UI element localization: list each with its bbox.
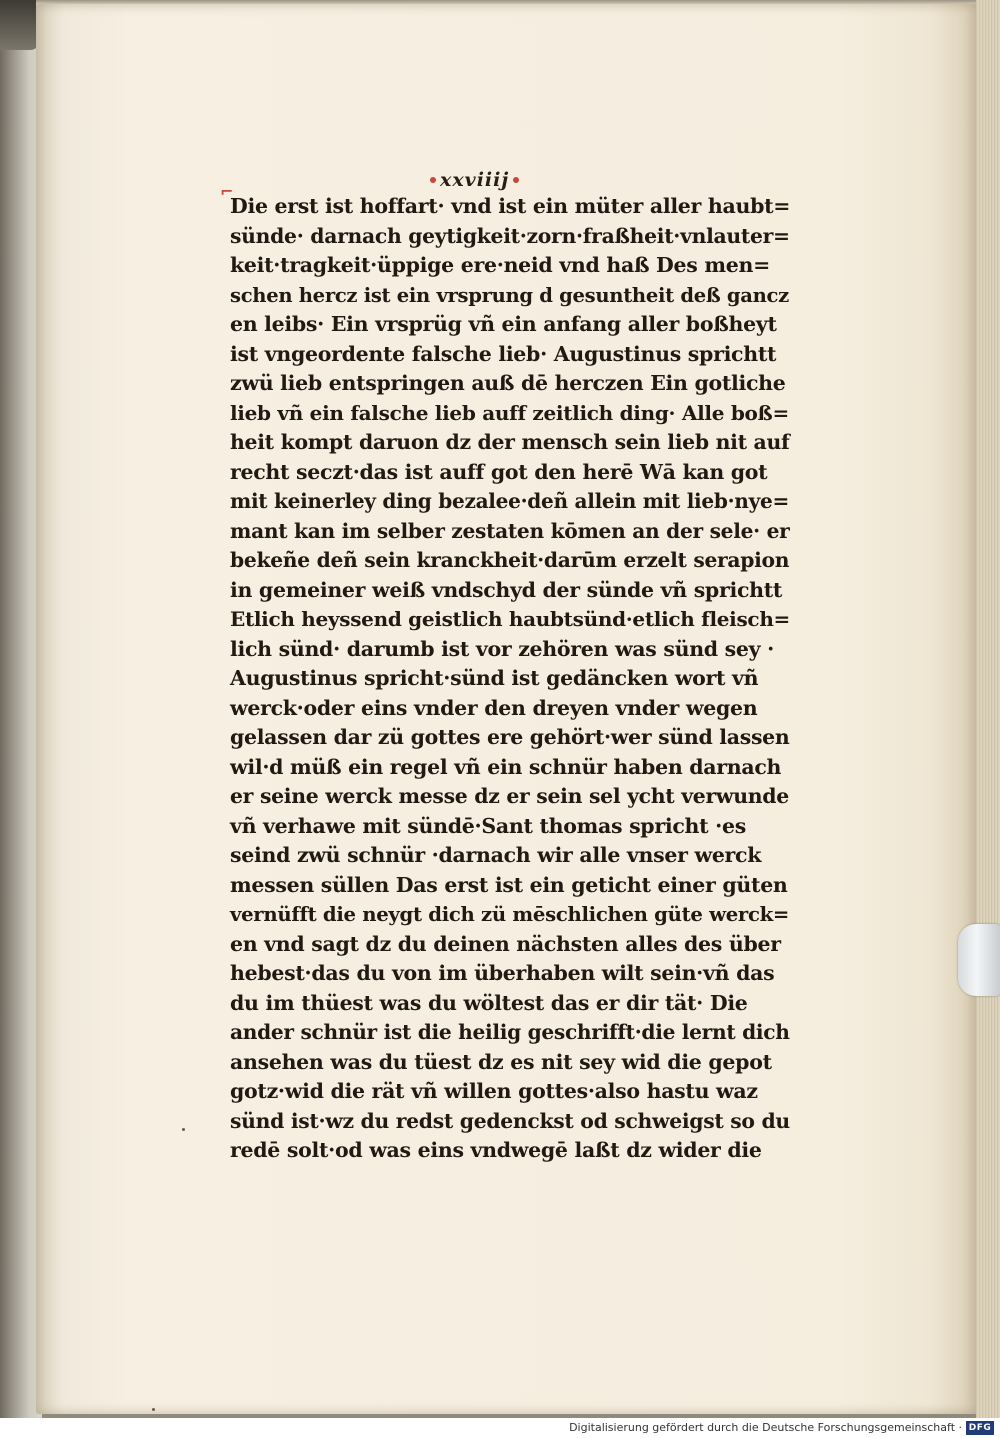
text-line: mit keinerley ding bezalee·deñ allein mit lieb·nye= [230, 489, 790, 513]
page-stack-edge [976, 0, 1000, 1418]
text-line: keit·tragkeit·üppige ere·neid vnd haß Des men= [230, 253, 770, 277]
folio-number [426, 166, 526, 194]
text-line: Augustinus spricht·sünd ist gedäncken wort vñ [230, 666, 759, 690]
text-line: en leibs· Ein vrsprüg vñ ein anfang aller boßheyt [230, 312, 777, 336]
text-line: Die erst ist hoffart· vnd ist ein müter aller haubt= [230, 194, 791, 218]
dfg-logo: DFG [966, 1421, 994, 1435]
text-line: seind zwü schnür ·darnach wir alle vnser werck [230, 843, 762, 867]
text-line: en vnd sagt dz du deinen nächsten alles des über [230, 931, 781, 956]
text-line: du im thüest was du wöltest das er dir tät· Die [230, 990, 748, 1015]
rubric-mark: ⌐ [220, 182, 234, 201]
page-clip [958, 924, 1000, 996]
text-line: vñ verhawe mit sündē·Sant thomas spricht ·es [230, 813, 746, 838]
text-line: er seine werck messe dz er sein sel ycht verwunde [230, 784, 789, 808]
paper-speck [152, 1408, 155, 1411]
text-line: ander schnür ist die heilig geschrifft·die lernt dich [230, 1020, 790, 1044]
rubric-dot [513, 177, 519, 183]
text-line: gotz·wid die rät vñ willen gottes·also hastu waz [230, 1079, 758, 1103]
text-line: zwü lieb entspringen auß dē herczen Ein gotliche [230, 371, 786, 395]
text-line: schen hercz ist ein vrsprung d gesuntheit deß gancz [230, 283, 789, 307]
text-line: lieb vñ ein falsche lieb auff zeitlich ding· Alle boß= [230, 400, 789, 425]
book-cover-corner [0, 0, 40, 50]
text-line: ansehen was du tüest dz es nit sey wid die gepot [230, 1049, 772, 1074]
rubric-dot [430, 177, 436, 183]
text-line: ist vngeordente falsche lieb· Augustinus sprichtt [230, 341, 777, 366]
funding-credit: Digitalisierung gefördert durch die Deutsche Forschungsgemeinschaft · [569, 1421, 962, 1434]
text-line: sünde· darnach geytigkeit·zorn·fraßheit·vnlauter= [230, 223, 790, 248]
text-line: heit kompt daruon dz der mensch sein lieb nit auf [230, 430, 790, 454]
text-line: Etlich heyssend geistlich haubtsünd·etlich fleisch= [230, 607, 791, 631]
text-line: messen süllen Das erst ist ein geticht einer güten [230, 872, 788, 897]
text-line: gelassen dar zü gottes ere gehört·wer sünd lassen [230, 725, 790, 749]
text-line: vernüfft die neygt dich zü mēschlichen güte werck= [230, 903, 790, 926]
text-column [230, 192, 790, 1166]
text-line: in gemeiner weiß vndschyd der sünde vñ sprichtt [230, 577, 783, 602]
text-line: werck·oder eins vnder den dreyen vnder wegen [230, 695, 758, 720]
text-line: sünd ist·wz du redst gedenckst od schweigst so du [230, 1108, 790, 1133]
text-line: redē solt·od was eins vndwegē laßt dz wider die [230, 1138, 762, 1162]
text-line: hebest·das du von im überhaben wilt sein·vñ das [230, 961, 775, 985]
text-line: wil·d müß ein regel vñ ein schnür haben darnach [230, 754, 782, 779]
paper-speck [182, 1128, 185, 1131]
text-line: mant kan im selber zestaten kōmen an der sele· er [230, 518, 790, 543]
folio-text: xxviiij [440, 169, 510, 191]
text-line: recht seczt·das ist auff got den herē Wā kan got [230, 459, 768, 484]
text-line: bekeñe deñ sein kranckheit·darūm erzelt serapion [230, 548, 790, 572]
text-line: lich sünd· darumb ist vor zehören was sünd sey · [230, 636, 774, 661]
